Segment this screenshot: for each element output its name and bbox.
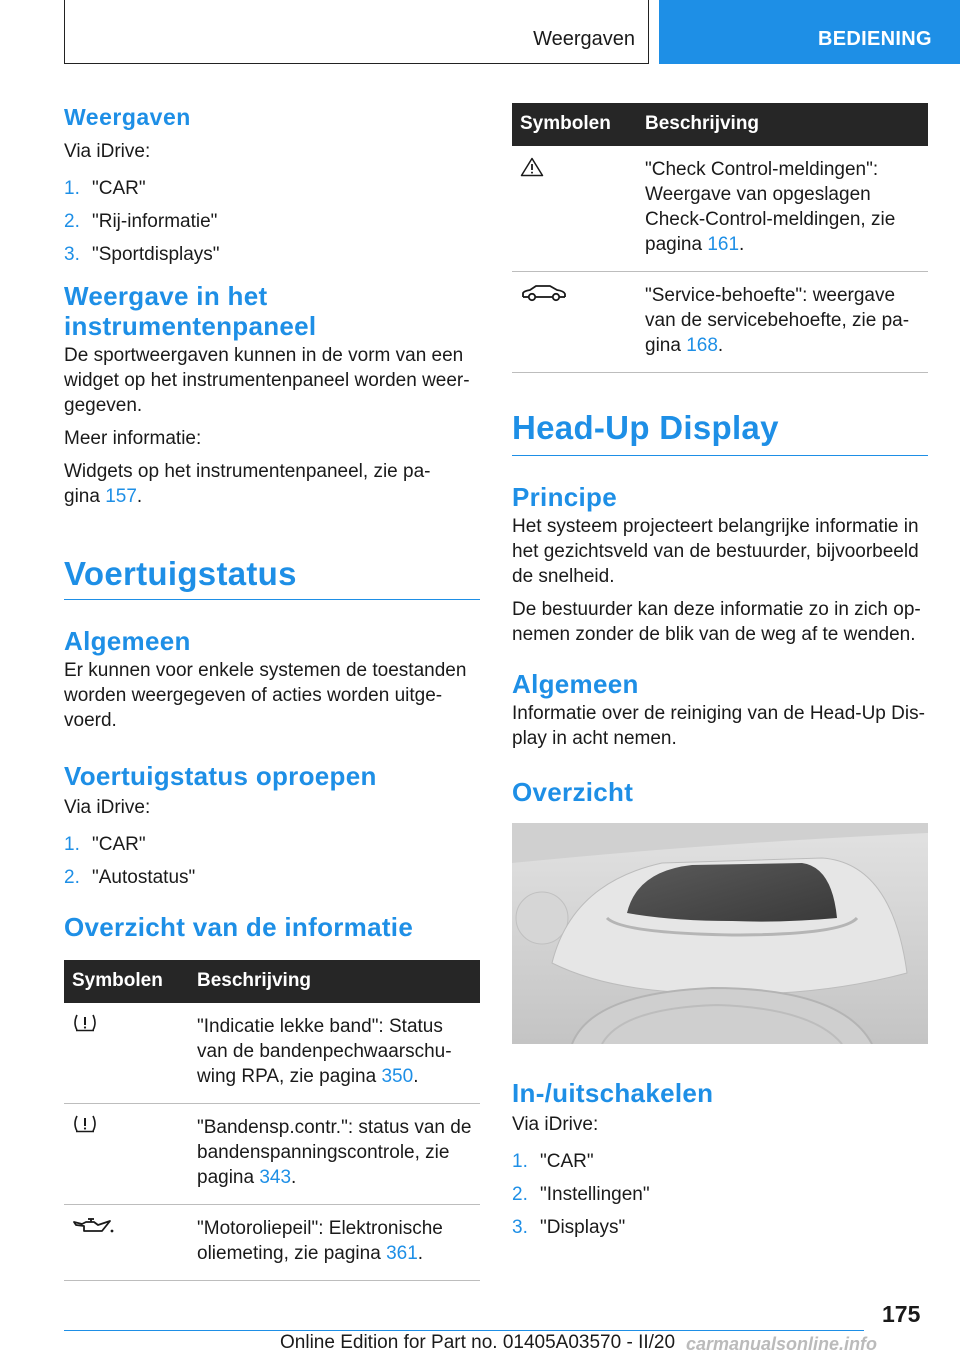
list-item: 1. "CAR" (64, 178, 146, 199)
heading-in-uitschakelen: In-/uitschakelen (512, 1078, 714, 1108)
page-number: 175 (882, 1301, 921, 1327)
table-header-symbolen: Symbolen (512, 103, 637, 146)
table-row: "Motoroliepeil": Elektronische oliemeting, zie pagina 361. (64, 1205, 480, 1281)
principe-paragraph-1: Het systeem projecteert belangrijke informatie in het gezichtsveld van de bestuurder, bijvoorbeeld de snelheid. (512, 516, 919, 587)
heading-head-up-display: Head-Up Display (512, 409, 779, 446)
heading-principe: Principe (512, 482, 617, 512)
table-row: "Bandensp.contr.": status van de bandenspanningscontrole, zie pagina 343. (64, 1104, 480, 1205)
heading-overzicht: Overzicht (512, 777, 634, 807)
list-item: 1. "CAR" (512, 1151, 594, 1172)
table-row: "Check Control-meldingen": Weergave van opgeslagen Check-Control-meldingen, zie pagina 161. (512, 146, 928, 272)
schakelen-steps (512, 1149, 928, 1240)
page-link[interactable]: 361 (386, 1243, 418, 1264)
table-row: "Indicatie lekke band": Status van de bandenpechwaarschu- wing RPA, zie pagina 350. (64, 1003, 480, 1104)
page-link[interactable]: 350 (381, 1066, 414, 1087)
tire-pressure-icon (72, 1115, 98, 1140)
oproepen-steps (64, 832, 480, 890)
table-header-beschrijving: Beschrijving (189, 960, 480, 1003)
instrument-paragraph: De sportweergaven kunnen in de vorm van een widget op het instrumentenpaneel worden weer- gegeven. (64, 345, 470, 416)
header-section-title: Weergaven (533, 28, 635, 50)
list-item: 2. "Rij-informatie" (64, 211, 218, 232)
table-header-beschrijving: Beschrijving (637, 103, 928, 146)
oproepen-intro: Via iDrive: (64, 797, 151, 818)
instrument-more-info: Meer informatie: (64, 428, 202, 449)
footer-rule (64, 1330, 864, 1331)
heading-voertuigstatus: Voertuigstatus (64, 555, 297, 592)
heading-rule (512, 455, 928, 456)
schakelen-intro: Via iDrive: (512, 1114, 599, 1135)
algemeen-hud-paragraph: Informatie over de reiniging van de Head-Up Dis- play in acht nemen. (512, 703, 925, 749)
weergaven-intro: Via iDrive: (64, 141, 151, 162)
page-link[interactable]: 343 (259, 1167, 292, 1188)
heading-overzicht-informatie: Overzicht van de informatie (64, 912, 414, 942)
symbol-table-right (512, 103, 928, 373)
left-column (64, 100, 480, 1281)
list-item: 2. "Instellingen" (512, 1184, 650, 1205)
algemeen-paragraph: Er kunnen voor enkele systemen de toestanden worden weergegeven of acties worden uitge- voerd. (64, 660, 467, 731)
right-column (512, 103, 928, 1248)
weergaven-steps (64, 176, 480, 267)
list-item: 3. "Displays" (512, 1217, 626, 1238)
instrument-reference: Widgets op het instrumentenpaneel, zie pa- gina 157. (64, 461, 431, 507)
head-up-display-photo (512, 823, 928, 1044)
symbol-table-left (64, 960, 480, 1281)
header-chapter-tab: BEDIENING (659, 0, 960, 64)
tire-warning-icon (72, 1014, 98, 1039)
heading-instrumentenpaneel: Weergave in het instrumentenpaneel (64, 281, 317, 341)
footer-edition: Online Edition for Part no. 01405A03570 - II/20 (280, 1332, 676, 1353)
heading-algemeen-hud: Algemeen (512, 669, 639, 699)
page-link[interactable]: 168 (686, 335, 718, 356)
table-header-symbolen: Symbolen (64, 960, 189, 1003)
page-link[interactable]: 157 (105, 486, 137, 507)
principe-paragraph-2: De bestuurder kan deze informatie zo in zich op- nemen zonder de blik van de weg af te wenden. (512, 599, 921, 645)
heading-algemeen: Algemeen (64, 626, 191, 656)
warning-triangle-icon (520, 157, 544, 184)
page-link[interactable]: 161 (707, 234, 740, 255)
list-item: 3. "Sportdisplays" (64, 244, 220, 265)
heading-status-oproepen: Voertuigstatus oproepen (64, 761, 377, 791)
heading-rule (64, 599, 480, 600)
list-item: 2. "Autostatus" (64, 867, 196, 888)
car-service-icon (520, 283, 568, 310)
list-item: 1. "CAR" (64, 834, 146, 855)
table-row: "Service-behoefte": weergave van de servicebehoefte, zie pa- gina 168. (512, 272, 928, 373)
footer-watermark: carmanualsonline.info (686, 1334, 878, 1354)
oil-can-icon (72, 1216, 116, 1243)
heading-weergaven: Weergaven (64, 104, 191, 130)
